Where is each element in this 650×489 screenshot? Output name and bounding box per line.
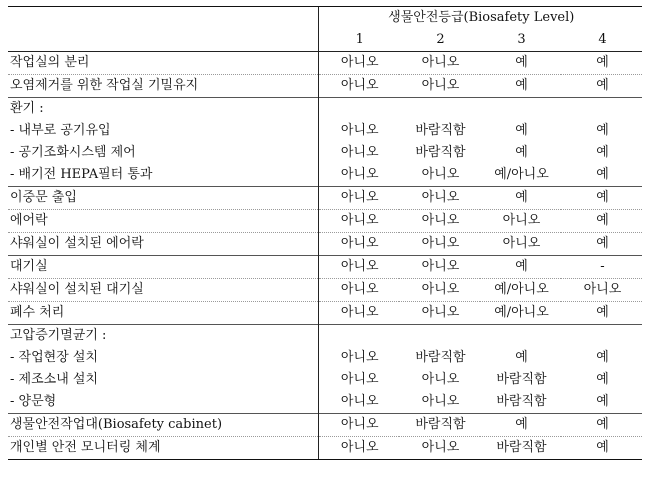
level-4-value: 예	[596, 167, 609, 182]
level-3-value: 아니오	[480, 233, 561, 256]
level-4-value: 예	[596, 145, 609, 160]
table-row	[8, 369, 642, 391]
level-4-value: 예	[561, 210, 642, 233]
level-1-header: 1	[318, 29, 399, 52]
table-row	[8, 52, 642, 75]
table-row	[8, 347, 642, 369]
level-2-value: 아니오	[399, 302, 480, 325]
level-4-value: 예	[596, 350, 609, 365]
level-4-value: 예	[561, 52, 642, 75]
table-row	[8, 142, 642, 164]
table-body	[8, 52, 642, 460]
level-1-value: 아니오	[318, 210, 399, 233]
row-label: 환기 :	[8, 98, 318, 121]
level-1-value: 아니오	[318, 75, 399, 98]
table-row	[8, 98, 642, 121]
level-4-value: -	[561, 256, 642, 279]
level-1-value	[318, 325, 399, 348]
level-2-value: 아니오	[399, 256, 480, 279]
table-row	[8, 233, 642, 256]
level-2-header: 2	[399, 29, 480, 52]
header-row-group	[8, 7, 642, 30]
level-3-value: 바람직함	[496, 372, 547, 387]
level-4-header: 4	[561, 29, 642, 52]
row-label: 대기실	[8, 256, 318, 279]
level-3-value: 예	[480, 187, 561, 210]
level-1-value: 아니오	[318, 391, 399, 414]
level-1-value: 아니오	[318, 437, 399, 460]
level-2-value: 아니오	[399, 233, 480, 256]
biosafety-level-table	[8, 6, 642, 460]
level-1-value	[318, 98, 399, 121]
row-label: - 양문형	[10, 394, 57, 409]
table-row	[8, 164, 642, 187]
level-3-value	[480, 325, 561, 348]
row-label: - 공기조화시스템 제어	[10, 145, 136, 160]
level-1-value: 아니오	[318, 233, 399, 256]
biosafety-level-title: 생물안전등급(Biosafety Level)	[318, 7, 642, 30]
table-row	[8, 75, 642, 98]
level-4-value: 예	[596, 123, 609, 138]
level-1-value: 아니오	[318, 120, 399, 142]
level-3-value: 예/아니오	[480, 279, 561, 302]
level-3-value: 예/아니오	[494, 167, 549, 182]
table-row	[8, 391, 642, 414]
table-row	[8, 325, 642, 348]
table-row	[8, 120, 642, 142]
header-empty-cell	[8, 29, 318, 52]
row-label: 폐수 처리	[8, 302, 318, 325]
level-3-value: 예	[480, 75, 561, 98]
row-label: 생물안전작업대(Biosafety cabinet)	[8, 414, 318, 437]
level-2-value: 바람직함	[415, 145, 466, 160]
level-3-value: 예/아니오	[480, 302, 561, 325]
level-1-value: 아니오	[318, 302, 399, 325]
row-label: 고압증기멸균기 :	[8, 325, 318, 348]
level-3-value: 예	[515, 350, 528, 365]
level-2-value: 아니오	[399, 187, 480, 210]
level-2-value: 아니오	[399, 75, 480, 98]
level-4-value: 예	[561, 187, 642, 210]
level-2-value: 아니오	[399, 437, 480, 460]
level-3-value: 예	[480, 414, 561, 437]
level-2-value: 아니오	[399, 210, 480, 233]
level-3-value: 예	[515, 123, 528, 138]
level-4-value	[561, 98, 642, 121]
level-3-value: 예	[480, 52, 561, 75]
level-2-value: 아니오	[399, 52, 480, 75]
row-label: 작업실의 분리	[8, 52, 318, 75]
level-1-value: 아니오	[318, 347, 399, 369]
level-1-value: 아니오	[318, 142, 399, 164]
level-4-value: 예	[561, 233, 642, 256]
level-3-value: 바람직함	[480, 437, 561, 460]
level-1-value: 아니오	[318, 164, 399, 187]
row-label: 샤워실이 설치된 대기실	[8, 279, 318, 302]
level-1-value: 아니오	[318, 187, 399, 210]
level-4-value	[561, 325, 642, 348]
level-2-value	[399, 325, 480, 348]
level-4-value: 예	[561, 437, 642, 460]
row-label: - 제조소내 설치	[10, 372, 99, 387]
row-label: 에어락	[8, 210, 318, 233]
row-label: 샤워실이 설치된 에어락	[8, 233, 318, 256]
level-4-value: 예	[561, 75, 642, 98]
table-row	[8, 210, 642, 233]
table-row	[8, 302, 642, 325]
table-row	[8, 437, 642, 460]
level-3-value: 예	[515, 145, 528, 160]
table-row	[8, 414, 642, 437]
row-label: 개인별 안전 모니터링 체계	[8, 437, 318, 460]
level-1-value: 아니오	[318, 369, 399, 391]
level-2-value: 아니오	[421, 372, 460, 387]
row-label: - 내부로 공기유입	[10, 123, 111, 138]
level-3-value: 예	[480, 256, 561, 279]
level-4-value: 아니오	[561, 279, 642, 302]
level-1-value: 아니오	[318, 279, 399, 302]
level-4-value: 예	[561, 302, 642, 325]
level-2-value	[399, 98, 480, 121]
level-3-value	[480, 98, 561, 121]
row-label: - 배기전 HEPA필터 통과	[10, 167, 153, 182]
level-1-value: 아니오	[318, 256, 399, 279]
level-4-value: 예	[596, 394, 609, 409]
header-empty-cell	[8, 7, 318, 30]
level-3-value: 아니오	[480, 210, 561, 233]
table-row	[8, 256, 642, 279]
level-3-header: 3	[480, 29, 561, 52]
level-2-value: 바람직함	[399, 414, 480, 437]
header-row-levels	[8, 29, 642, 52]
level-4-value: 예	[596, 372, 609, 387]
level-4-value: 예	[561, 414, 642, 437]
row-label: - 작업현장 설치	[10, 350, 99, 365]
level-2-value: 아니오	[421, 167, 460, 182]
level-2-value: 바람직함	[415, 350, 466, 365]
level-1-value: 아니오	[318, 52, 399, 75]
level-2-value: 아니오	[399, 279, 480, 302]
table-row	[8, 279, 642, 302]
level-1-value: 아니오	[318, 414, 399, 437]
row-label: 이중문 출입	[8, 187, 318, 210]
row-label: 오염제거를 위한 작업실 기밀유지	[8, 75, 318, 98]
table-row	[8, 187, 642, 210]
level-3-value: 바람직함	[496, 394, 547, 409]
level-2-value: 바람직함	[415, 123, 466, 138]
level-2-value: 아니오	[421, 394, 460, 409]
